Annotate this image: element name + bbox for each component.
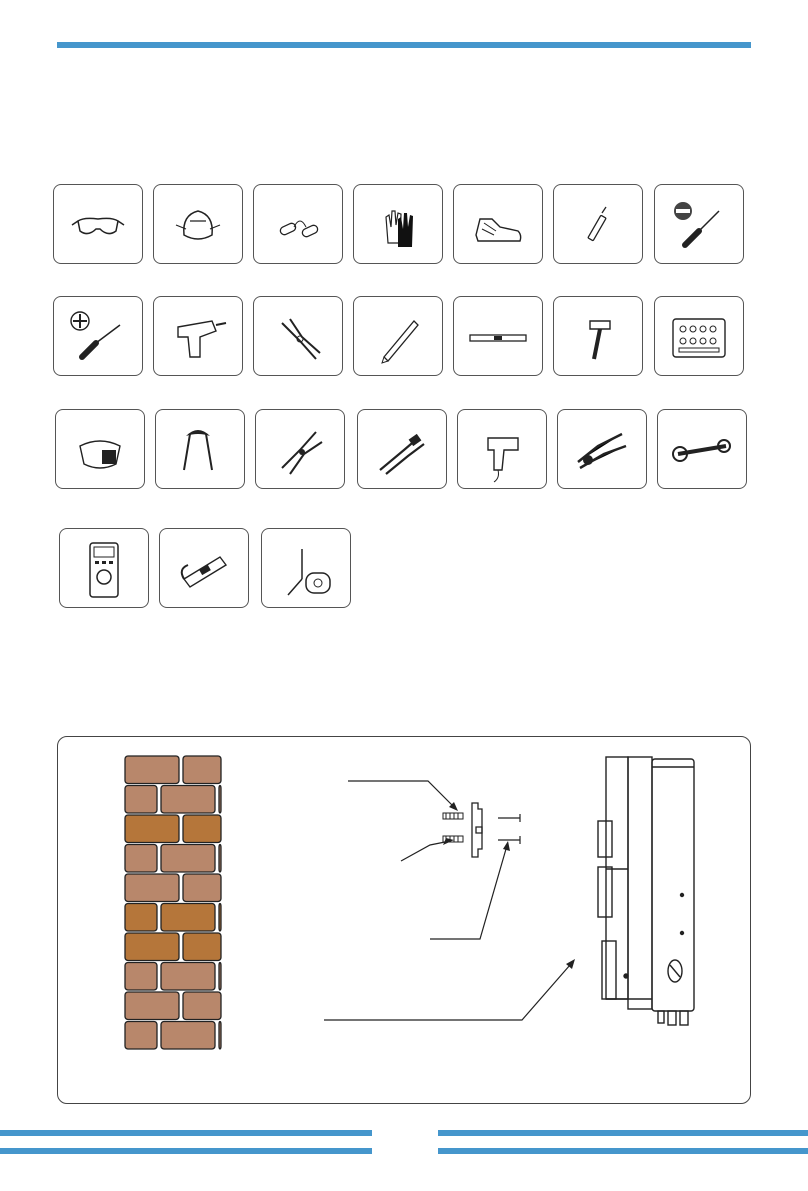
connector-wrench-icon xyxy=(658,410,746,488)
tool-tile xyxy=(253,184,343,264)
brick xyxy=(219,904,221,932)
brick xyxy=(125,845,157,873)
installation-diagram xyxy=(57,736,751,1104)
safety-shoes-icon xyxy=(454,185,542,263)
brick xyxy=(161,963,215,991)
screw-icon xyxy=(498,814,520,844)
phillips-screwdriver-icon xyxy=(54,297,142,375)
footer-rule-right-lower xyxy=(438,1148,808,1154)
brick xyxy=(183,815,221,843)
brick xyxy=(219,845,221,873)
wire-stripper-icon xyxy=(256,410,344,488)
crimping-tool-icon xyxy=(358,410,446,488)
tool-tile xyxy=(253,296,343,376)
footer-rule-left-lower xyxy=(0,1148,372,1154)
tool-tile xyxy=(557,409,647,489)
tool-tile xyxy=(453,184,543,264)
footer-rule-left xyxy=(0,1130,372,1136)
hammer-icon xyxy=(554,297,642,375)
tool-tile xyxy=(353,184,443,264)
brick xyxy=(161,786,215,814)
brick xyxy=(183,992,221,1020)
safety-goggles-icon xyxy=(54,185,142,263)
heat-gun-icon xyxy=(458,410,546,488)
tool-tile xyxy=(153,296,243,376)
protective-gloves-icon xyxy=(354,185,442,263)
brick xyxy=(125,815,179,843)
tool-tile xyxy=(553,296,643,376)
brick xyxy=(219,963,221,991)
brick xyxy=(161,904,215,932)
tool-tile xyxy=(657,409,747,489)
tool-tile xyxy=(55,409,145,489)
hammer-drill-icon xyxy=(154,297,242,375)
tool-tile xyxy=(453,296,543,376)
tool-tile xyxy=(357,409,447,489)
brick xyxy=(125,933,179,961)
brick xyxy=(125,786,157,814)
utility-knife-icon xyxy=(554,185,642,263)
wall-icon xyxy=(125,756,221,1049)
brick xyxy=(219,786,221,814)
vacuum-cleaner-icon xyxy=(262,529,350,607)
tool-tile xyxy=(53,184,143,264)
brick xyxy=(125,1022,157,1050)
brick xyxy=(125,963,157,991)
brick xyxy=(161,845,215,873)
socket-set-icon xyxy=(655,297,743,375)
end-cutting-pliers-icon xyxy=(156,410,244,488)
tool-tile xyxy=(654,296,744,376)
header-rule xyxy=(57,42,751,48)
brick xyxy=(125,904,157,932)
tool-tile xyxy=(155,409,245,489)
tool-tile xyxy=(153,184,243,264)
tool-tile xyxy=(59,528,149,608)
tape-measure-icon xyxy=(56,410,144,488)
brick xyxy=(219,1022,221,1050)
brick xyxy=(183,756,221,784)
tool-tile xyxy=(553,184,643,264)
tool-tile xyxy=(261,528,351,608)
brick xyxy=(125,874,179,902)
tool-tile xyxy=(255,409,345,489)
marker-pen-icon xyxy=(354,297,442,375)
spirit-level-icon xyxy=(454,297,542,375)
brick xyxy=(183,933,221,961)
mounting-bracket-icon xyxy=(472,803,482,857)
expansion-tube-icon xyxy=(443,813,463,842)
tool-tile xyxy=(53,296,143,376)
terminal-crimper-icon xyxy=(558,410,646,488)
tool-tile xyxy=(353,296,443,376)
tool-tile xyxy=(457,409,547,489)
dust-mask-icon xyxy=(154,185,242,263)
clamp-meter-icon xyxy=(160,529,248,607)
brick xyxy=(125,992,179,1020)
footer-rule-right xyxy=(438,1130,808,1136)
brick xyxy=(183,874,221,902)
brick xyxy=(125,756,179,784)
pliers-icon xyxy=(254,297,342,375)
multimeter-icon xyxy=(60,529,148,607)
brick xyxy=(161,1022,215,1050)
inverter-icon xyxy=(598,757,694,1025)
earplugs-icon xyxy=(254,185,342,263)
tool-tile xyxy=(654,184,744,264)
tool-tile xyxy=(159,528,249,608)
slotted-screwdriver-icon xyxy=(655,185,743,263)
